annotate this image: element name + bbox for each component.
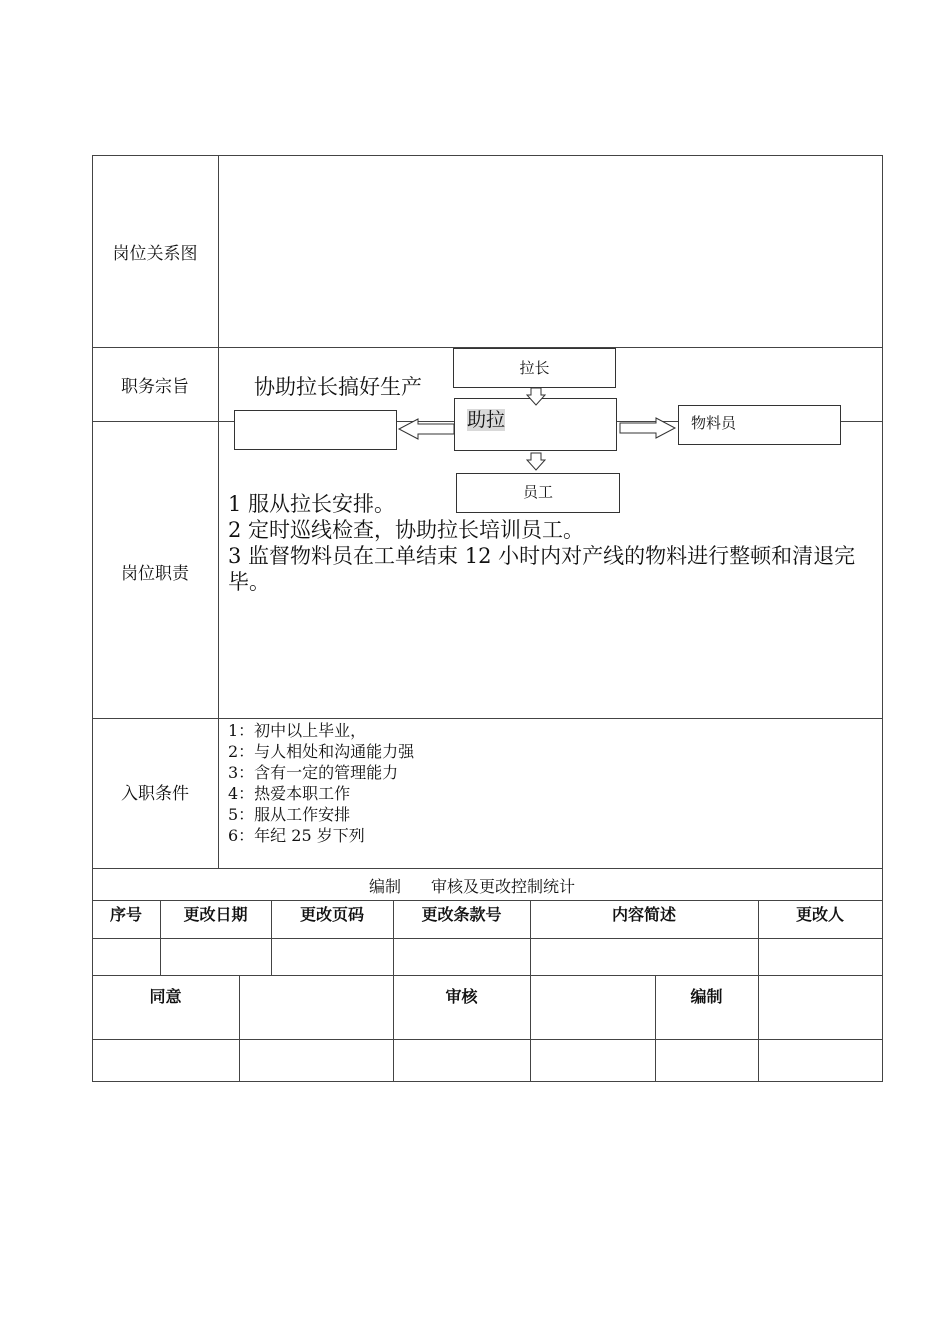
change-log-title [369, 877, 575, 897]
duties-label: 岗位职责 [121, 564, 189, 584]
condition-item: 1：初中以上毕业， [228, 721, 367, 740]
col-header-date: 更改日期 [183, 905, 248, 924]
row-line [92, 938, 883, 939]
duty-item: 1 服从拉长安排。 [228, 492, 396, 516]
purpose-text: 协助拉长搞好生产 [254, 375, 422, 399]
row-line [92, 1081, 883, 1082]
purpose-label: 职务宗旨 [121, 377, 189, 397]
approval-compile-label: 编制 [690, 987, 723, 1006]
relation-diagram-label: 岗位关系图 [112, 244, 198, 264]
col-line [530, 900, 531, 1081]
row-line [92, 975, 883, 976]
arrow-down-icon [526, 387, 546, 407]
org-box-left [234, 410, 397, 450]
row-line [92, 900, 883, 901]
col-header-summary: 内容简述 [611, 905, 676, 924]
org-box-line-leader: 拉长 [453, 348, 616, 388]
arrow-left-icon [397, 418, 455, 440]
conditions-label: 入职条件 [121, 784, 189, 804]
col-header-page: 更改页码 [299, 905, 364, 924]
conditions-list [228, 720, 868, 846]
row-line [92, 1039, 883, 1040]
condition-item: 4：热爱本职工作 [228, 784, 351, 803]
duty-item: 2 定时巡线检查，协助拉长培训员工。 [228, 518, 585, 542]
org-box-material-clerk: 物料员 [678, 405, 841, 445]
condition-item: 2：与人相处和沟通能力强 [228, 742, 415, 761]
org-box-assistant-label: 助拉 [467, 409, 506, 431]
arrow-right-icon [619, 417, 677, 439]
approval-review-label: 审核 [445, 987, 478, 1006]
col-header-clause: 更改条款号 [421, 905, 502, 924]
arrow-down-icon [526, 452, 546, 472]
approval-agree-label: 同意 [149, 987, 182, 1006]
table-border-left [92, 155, 93, 1081]
change-log-title-compile: 编制 [369, 877, 402, 896]
col-header-serial: 序号 [109, 905, 142, 924]
condition-item: 3：含有一定的管理能力 [228, 763, 399, 782]
condition-item: 5：服从工作安排 [228, 805, 351, 824]
org-box-staff: 员工 [456, 473, 620, 513]
row-line [92, 718, 883, 719]
col-line [239, 975, 240, 1081]
row-line [92, 868, 883, 869]
condition-item: 6：年纪 25 岁下列 [228, 826, 365, 845]
table-border-right [882, 155, 883, 1081]
col-line [758, 900, 759, 1081]
label-column-divider [218, 155, 219, 868]
duty-item: 3 监督物料员在工单结束 12 小时内对产线的物料进行整顿和清退完毕。 [228, 544, 856, 594]
change-log-title-review: 审核及更改控制统计 [431, 877, 576, 896]
col-header-editor: 更改人 [795, 905, 844, 924]
row-line [92, 155, 883, 156]
